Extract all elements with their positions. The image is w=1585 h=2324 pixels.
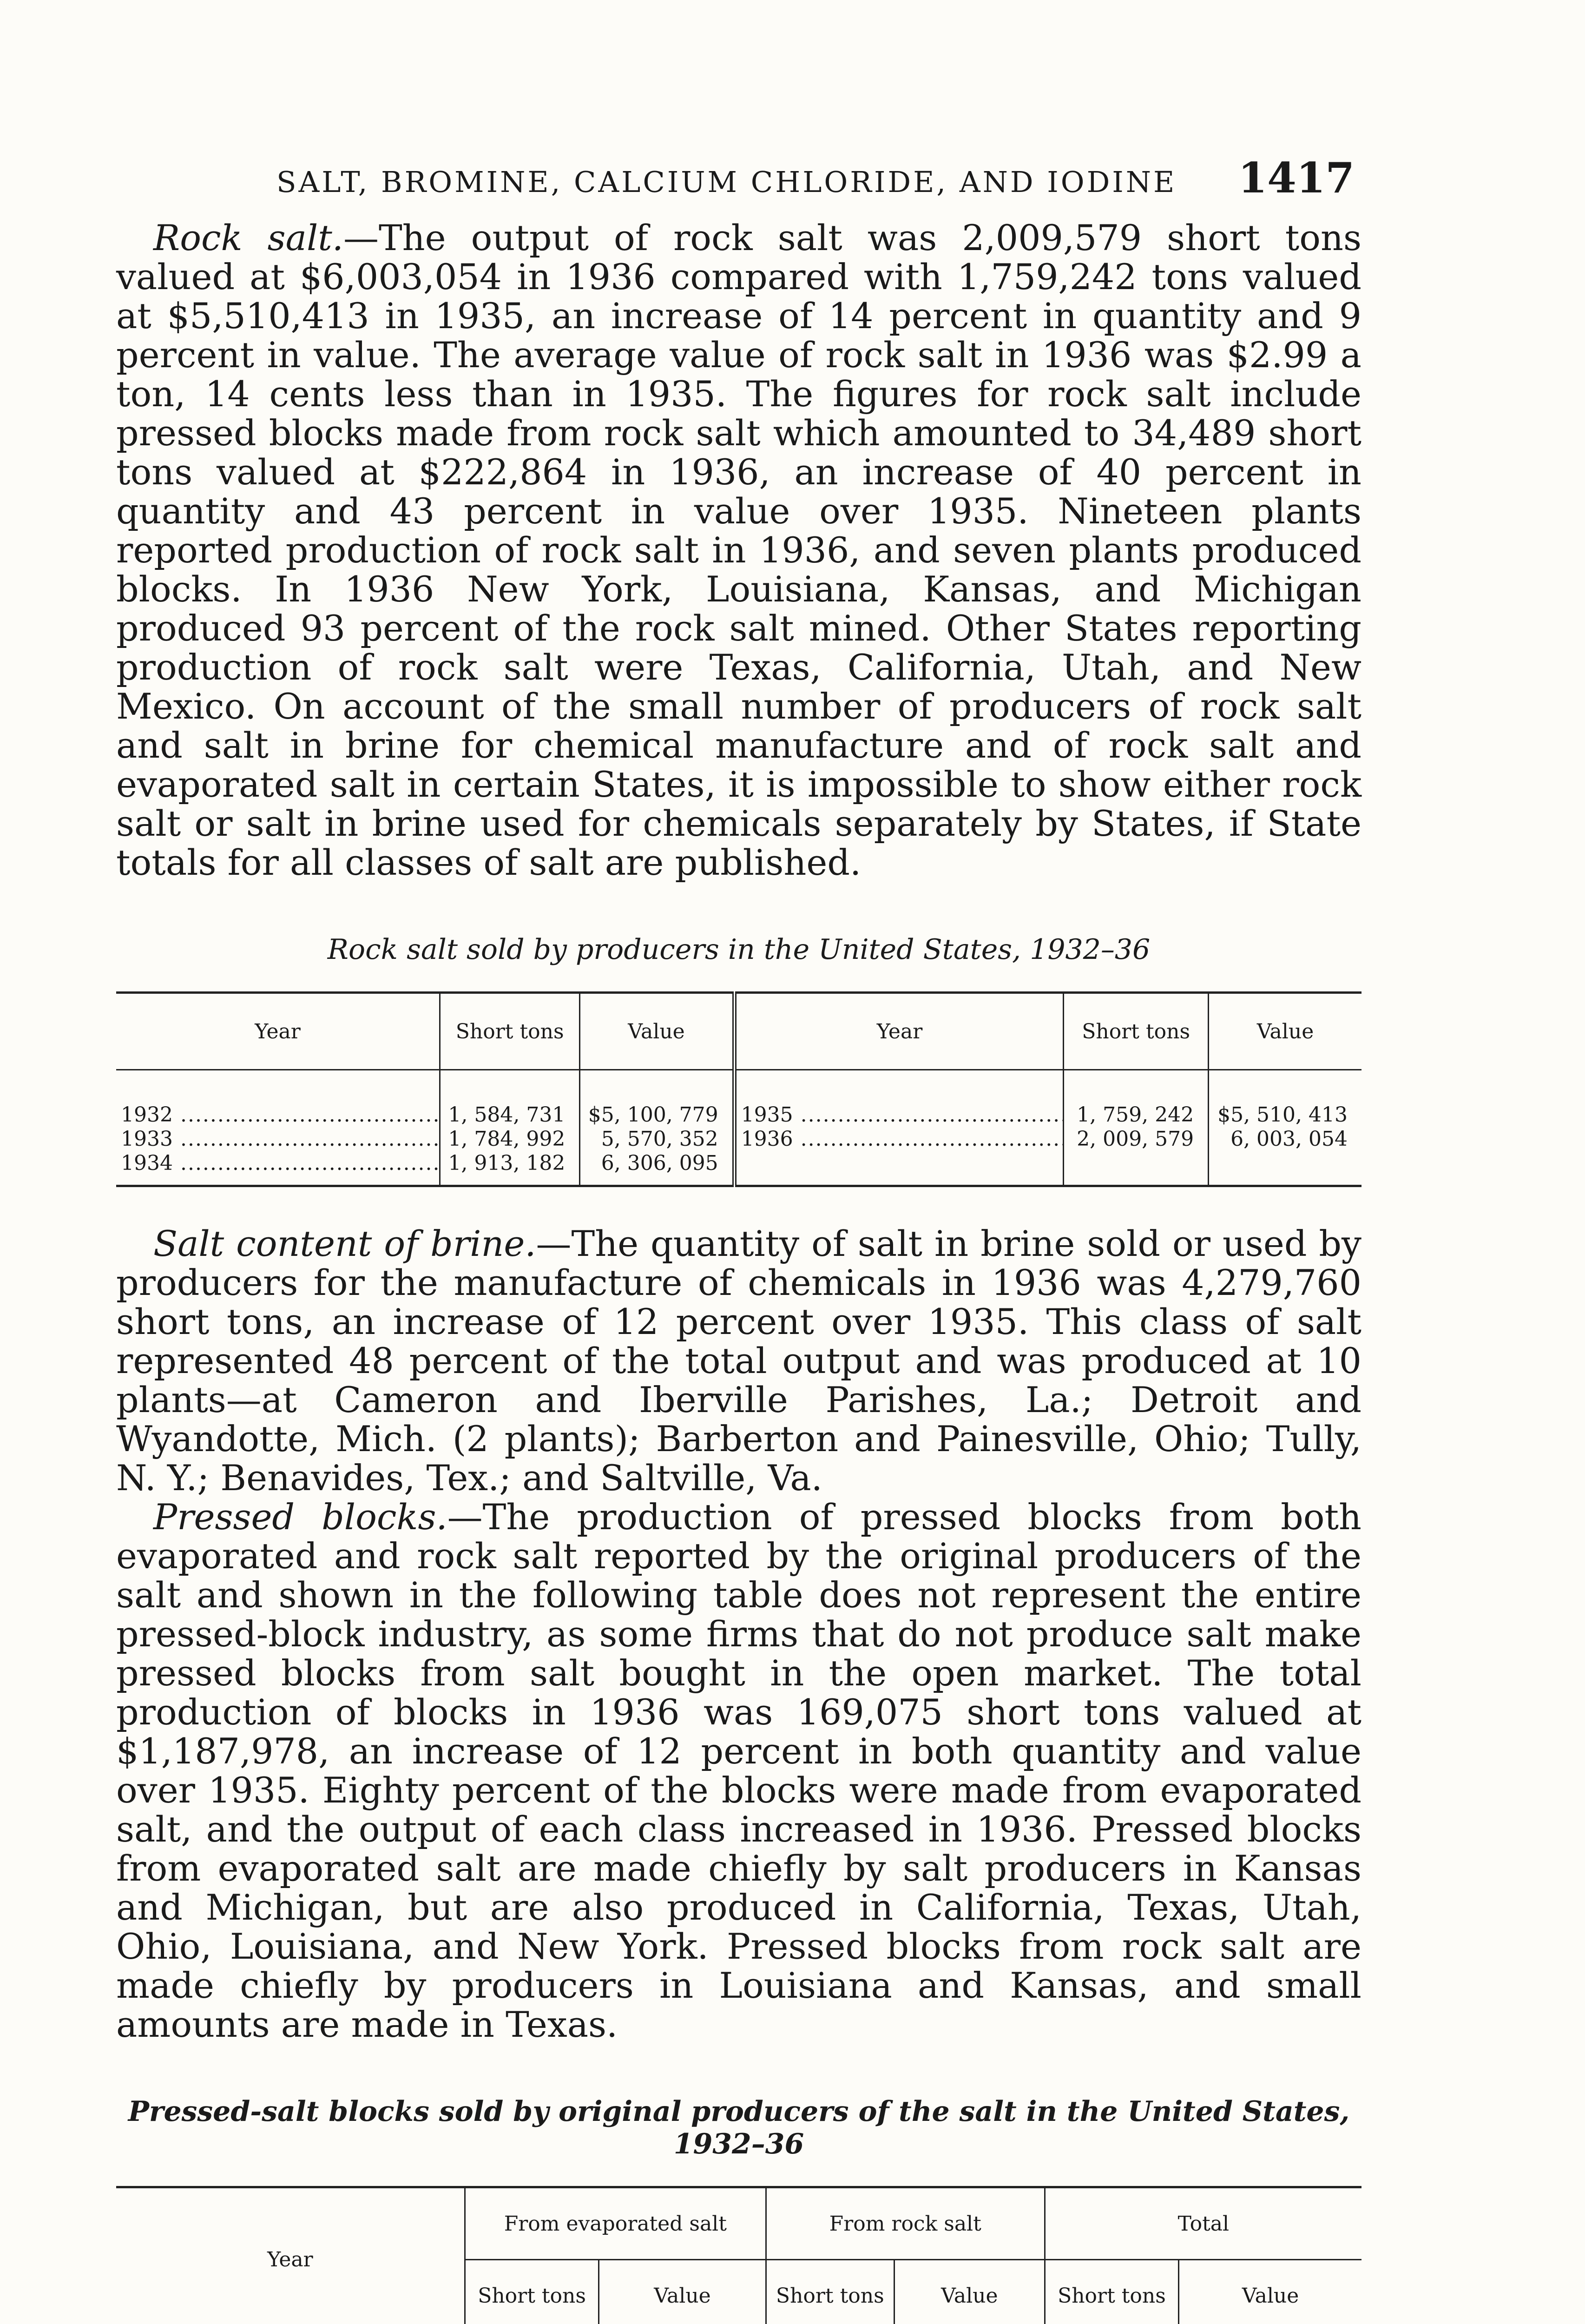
- t2-sub-value-evap: Value: [599, 2260, 766, 2324]
- t1-tons-right: 1, 759, 242 2, 009, 579: [1064, 1070, 1209, 1186]
- page-number: 1417: [1238, 153, 1355, 203]
- t2-sub-value-rock: Value: [894, 2260, 1045, 2324]
- pressed-blocks-lead: Pressed blocks.: [153, 1496, 447, 1538]
- t1-header-tons-left: Short tons: [440, 993, 579, 1070]
- t2-sub-tons-total: Short tons: [1045, 2260, 1178, 2324]
- t1-header-tons-right: Short tons: [1064, 993, 1209, 1070]
- rock-salt-paragraph: [116, 218, 1361, 882]
- t2-group-total: Total: [1045, 2187, 1361, 2260]
- t1-years-left: 1932 ..... 1933 ..... 1934 .....: [116, 1070, 440, 1186]
- t1-header-year-left: Year: [116, 993, 440, 1070]
- t1-header-year-right: Year: [734, 993, 1064, 1070]
- table1-caption: Rock salt sold by producers in the United States, 1932–36: [327, 933, 1151, 966]
- t2-sub-tons-evap: Short tons: [465, 2260, 598, 2324]
- rock-salt-table: [116, 991, 1361, 1187]
- t2-sub-value-total: Value: [1179, 2260, 1361, 2324]
- pressed-blocks-paragraph: [116, 1498, 1361, 2044]
- t2-sub-tons-rock: Short tons: [766, 2260, 894, 2324]
- t1-value-right: $5, 510, 413 6, 003, 054: [1217, 1103, 1348, 1151]
- running-title: SALT, BROMINE, CALCIUM CHLORIDE, AND IODINE: [276, 165, 1177, 199]
- rock-salt-lead: Rock salt.: [153, 217, 343, 258]
- brine-lead: Salt content of brine.: [153, 1223, 536, 1264]
- t1-header-value-left: Value: [580, 993, 734, 1070]
- rock-salt-text: —The output of rock salt was 2,009,579 short tons valued at $6,003,054 in 1936 compared with 1,759,242 tons valued at $5,510,413 in 1935, an increase of 14 percent in quantity and 9 percent in value. The average value of rock salt in 1936 was $2.99 a ton, 14 cents less than in 1935. The figures for rock salt include pressed blocks made from rock salt which amounted to 34,489 short tons valued at $222,864 in 1936, an increase of 40 percent in quantity and 43 percent in value over 1935. Nineteen plants reported production of rock salt in 1936, and seven plants produced blocks. In 1936 New York, Louisiana, Kansas, and Michigan produced 93 percent of the rock salt mined. Other States reporting production of rock salt were Texas, California, Utah, and New Mexico. On account of the small number of producers of rock salt and salt in brine for chemical manufacture and of rock salt and evaporated salt in certain States, it is impossible to show either rock salt or salt in brine used for chemicals separately by States, if State totals for all classes of salt are published.: [116, 217, 1361, 883]
- t1-header-value-right: Value: [1209, 993, 1361, 1070]
- table2-caption: Pressed-salt blocks sold by original producers of the salt in the United States, 1932–36: [128, 2095, 1350, 2160]
- brine-text: —The quantity of salt in brine sold or used by producers for the manufacture of chemicals in 1936 was 4,279,760 short tons, an increase of 12 percent over 1935. This class of salt represented 48 percent of the total output and was produced at 10 plants—at Cameron and Iberville Parishes, La.; Detroit and Wyandotte, Mich. (2 plants); Barberton and Painesville, Ohio; Tully, N. Y.; Benavides, Tex.; and Saltville, Va.: [116, 1223, 1361, 1499]
- pressed-blocks-text: —The production of pressed blocks from both evaporated and rock salt reported by the original producers of the salt and shown in the following table does not represent the entire pressed-block industry, as some firms that do not produce salt make pressed blocks from salt bought in the open market. The total production of blocks in 1936 was 169,075 short tons valued at $1,187,978, an increase of 12 percent in both quantity and value over 1935. Eighty percent of the blocks were made from evaporated salt, and the output of each class increased in 1936. Pressed blocks from evaporated salt are made chiefly by salt producers in Kansas and Michigan, but are also produced in California, Texas, Utah, Ohio, Louisiana, and New York. Pressed blocks from rock salt are made chiefly by producers in Louisiana and Kansas, and small amounts are made in Texas.: [116, 1496, 1361, 2045]
- running-header: [116, 153, 1361, 218]
- brine-paragraph: [116, 1224, 1361, 1498]
- t2-group-rock: From rock salt: [766, 2187, 1045, 2260]
- t2-group-evaporated: From evaporated salt: [465, 2187, 766, 2260]
- table-row: [116, 1070, 1361, 1186]
- t2-header-year: Year: [116, 2187, 465, 2324]
- t1-tons-left: 1, 584, 731 1, 784, 992 1, 913, 182: [440, 1070, 579, 1186]
- t1-years-right: 1935 ..... 1936 .....: [734, 1070, 1064, 1186]
- t1-value-left: $5, 100, 779 5, 570, 352 6, 306, 095: [580, 1070, 734, 1186]
- pressed-blocks-table: [116, 2186, 1361, 2324]
- document-page: [116, 153, 1361, 2324]
